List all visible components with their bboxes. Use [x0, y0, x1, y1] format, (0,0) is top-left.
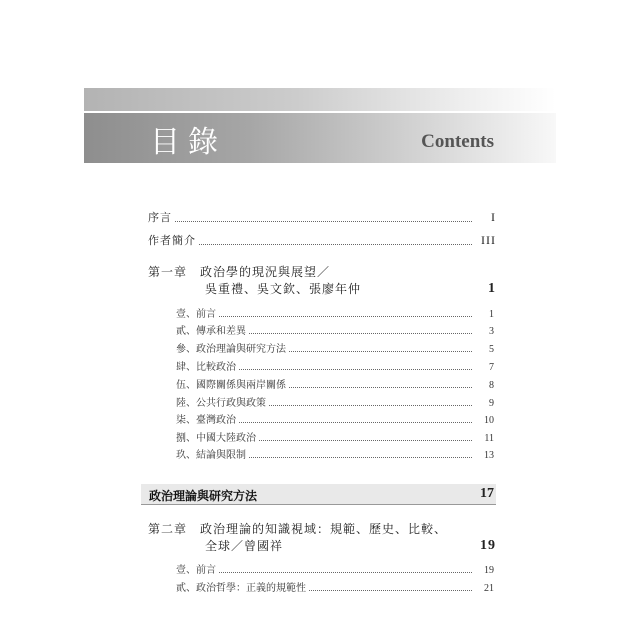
toc-section-page: 3 [489, 326, 494, 337]
toc-section-1-3[interactable] [176, 340, 494, 355]
toc-section-page: 19 [484, 565, 494, 576]
dot-leader [239, 422, 472, 423]
part-title: 政治理論與研究方法 [149, 489, 258, 503]
chapter-2-authors-row[interactable] [205, 537, 496, 554]
chapter-2-title[interactable]: 第二章 政治理論的知識視域：規範、歷史、比較、 [148, 522, 448, 536]
toc-section-page: 8 [489, 380, 494, 391]
dot-leader [175, 221, 472, 222]
dot-leader [259, 440, 472, 441]
toc-section-label: 伍、國際關係與兩岸關係 [176, 380, 286, 391]
toc-section-label: 壹、前言 [176, 565, 216, 576]
dot-leader [249, 333, 472, 334]
banner-top-stripe [84, 88, 556, 111]
toc-section-1-7[interactable] [176, 411, 494, 426]
dot-leader [239, 369, 472, 370]
dot-leader [219, 316, 472, 317]
toc-section-label: 壹、前言 [176, 309, 216, 320]
toc-section-1-8[interactable] [176, 429, 494, 444]
toc-entry-preface[interactable] [148, 209, 496, 225]
toc-section-label: 捌、中國大陸政治 [176, 433, 256, 444]
toc-section-page: 21 [484, 583, 494, 594]
toc-section-label: 貳、傳承和差異 [176, 326, 246, 337]
dot-leader [289, 351, 472, 352]
chapter-2-page: 19 [480, 538, 496, 553]
toc-section-page: 1 [489, 309, 494, 320]
toc-entry-page: III [481, 233, 496, 247]
toc-section-page: 10 [484, 415, 494, 426]
toc-section-page: 5 [489, 344, 494, 355]
banner-title: 目錄 [150, 125, 226, 160]
chapter-2-authors: 全球／曾國祥 [205, 539, 284, 553]
toc-section-1-2[interactable] [176, 322, 494, 337]
part-page: 17 [480, 486, 494, 501]
toc-section-page: 11 [484, 433, 494, 444]
toc-entry-authors[interactable] [148, 232, 496, 248]
toc-section-1-9[interactable] [176, 446, 494, 461]
dot-leader [249, 457, 472, 458]
toc-section-2-2[interactable] [176, 579, 494, 594]
toc-section-label: 參、政治理論與研究方法 [176, 344, 286, 355]
toc-entry-label: 序言 [148, 211, 172, 224]
toc-entry-page: I [491, 210, 496, 224]
toc-section-1-6[interactable] [176, 394, 494, 409]
dot-leader [309, 590, 472, 591]
dot-leader [269, 405, 472, 406]
chapter-1-authors-row[interactable] [205, 280, 496, 297]
toc-section-1-5[interactable] [176, 376, 494, 391]
banner-main-stripe [84, 113, 556, 163]
dot-leader [219, 572, 472, 573]
part-heading[interactable] [141, 484, 496, 504]
toc-entry-label: 作者簡介 [148, 234, 196, 247]
toc-section-page: 9 [489, 398, 494, 409]
banner-subtitle: Contents [421, 131, 494, 152]
contents-banner [84, 88, 556, 163]
dot-leader [289, 387, 472, 388]
toc-section-page: 7 [489, 362, 494, 373]
toc-section-label: 陸、公共行政與政策 [176, 398, 266, 409]
part-divider [141, 504, 496, 505]
toc-section-page: 13 [484, 450, 494, 461]
toc-section-label: 玖、結論與限制 [176, 450, 246, 461]
chapter-1-title[interactable]: 第一章 政治學的現況與展望／ [148, 265, 331, 279]
toc-section-label: 貳、政治哲學：正義的規範性 [176, 583, 306, 594]
toc-section-1-4[interactable] [176, 358, 494, 373]
dot-leader [199, 244, 472, 245]
chapter-1-authors: 吳重禮、吳文欽、張廖年仲 [205, 282, 362, 296]
chapter-1-page: 1 [488, 281, 496, 296]
toc-section-label: 肆、比較政治 [176, 362, 236, 373]
toc-section-1-1[interactable] [176, 305, 494, 320]
toc-section-label: 柒、臺灣政治 [176, 415, 236, 426]
toc-section-2-1[interactable] [176, 561, 494, 576]
